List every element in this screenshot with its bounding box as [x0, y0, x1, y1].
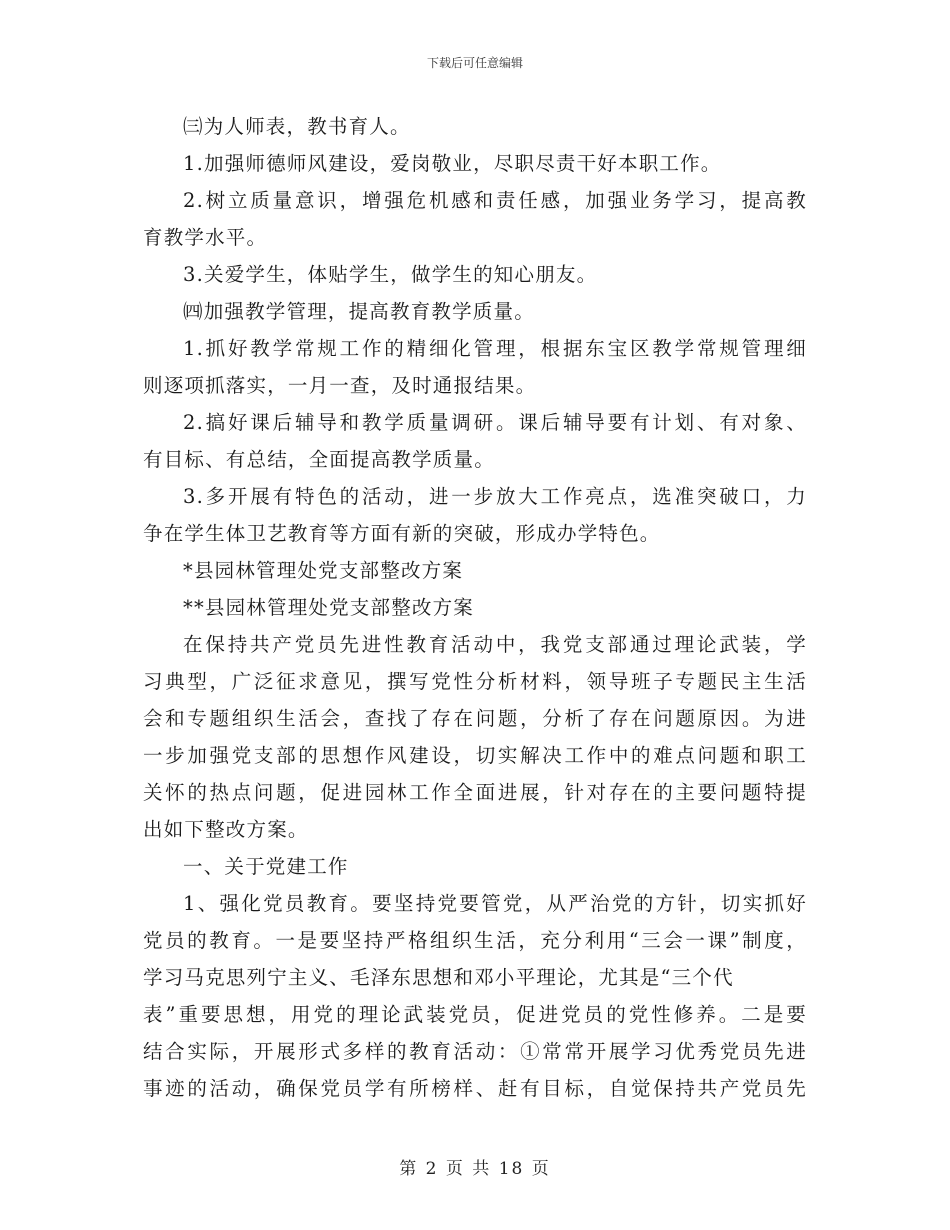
page-header: 下载后可任意编辑	[426, 56, 523, 70]
paragraph-line: 争在学生体卫艺教育等方面有新的突破，形成办学特色。	[143, 522, 661, 545]
paragraph-line: 1.加强师德师风建设，爱岗敬业，尽职尽责干好本职工作。	[183, 152, 722, 175]
paragraph-line: 2.树立质量意识，增强危机感和责任感，加强业务学习，提高教	[183, 189, 807, 212]
paragraph-line: 1、强化党员教育。要坚持党要管党，从严治党的方针，切实抓好	[183, 892, 807, 915]
paragraph-line: 则逐项抓落实，一月一查，及时通报结果。	[143, 374, 537, 397]
paragraph-line: 有目标、有总结，全面提高教学质量。	[143, 448, 495, 471]
paragraph-line: 一步加强党支部的思想作风建设，切实解决工作中的难点问题和职工	[143, 744, 807, 767]
section-heading-3: ㈢为人师表，教书育人。	[183, 115, 411, 138]
document-body	[143, 108, 807, 1107]
paragraph-line: 出如下整改方案。	[143, 818, 309, 841]
document-title: *县园林管理处党支部整改方案	[183, 559, 464, 582]
section-heading-4: ㈣加强教学管理，提高教育教学质量。	[183, 300, 535, 323]
paragraph-line: 1.抓好教学常规工作的精细化管理，根据东宝区教学常规管理细	[183, 337, 807, 360]
paragraph-line: 育教学水平。	[143, 226, 268, 249]
paragraph-line: 习典型，广泛征求意见，撰写党性分析材料，领导班子专题民主生活	[143, 670, 807, 693]
paragraph-line: 党员的教育。一是要坚持严格组织生活，充分利用“三会一课”制度，	[143, 929, 807, 952]
page-number: 第 2 页 共 18 页	[399, 1159, 551, 1179]
paragraph-line: 3.多开展有特色的活动，进一步放大工作亮点，选准突破口，力	[183, 485, 807, 508]
document-title: **县园林管理处党支部整改方案	[183, 596, 475, 619]
paragraph-line: 表”重要思想，用党的理论武装党员，促进党员的党性修养。二是要	[143, 1003, 807, 1026]
paragraph-line: 在保持共产党员先进性教育活动中，我党支部通过理论武装，学	[183, 633, 807, 656]
paragraph-line: 事迹的活动，确保党员学有所榜样、赶有目标，自觉保持共产党员先	[143, 1077, 807, 1100]
paragraph-line: 学习马克思列宁主义、毛泽东思想和邓小平理论，尤其是“三个代	[143, 966, 734, 989]
paragraph-line: 结合实际，开展形式多样的教育活动：①常常开展学习优秀党员先进	[143, 1040, 807, 1063]
section-heading: 一、关于党建工作	[183, 855, 349, 878]
paragraph-line: 会和专题组织生活会，查找了存在问题，分析了存在问题原因。为进	[143, 707, 807, 730]
paragraph-line: 2.搞好课后辅导和教学质量调研。课后辅导要有计划、有对象、	[183, 411, 807, 434]
paragraph-line: 关怀的热点问题，促进园林工作全面进展，针对存在的主要问题特提	[143, 781, 807, 804]
paragraph-line: 3.关爱学生，体贴学生，做学生的知心朋友。	[183, 263, 598, 286]
